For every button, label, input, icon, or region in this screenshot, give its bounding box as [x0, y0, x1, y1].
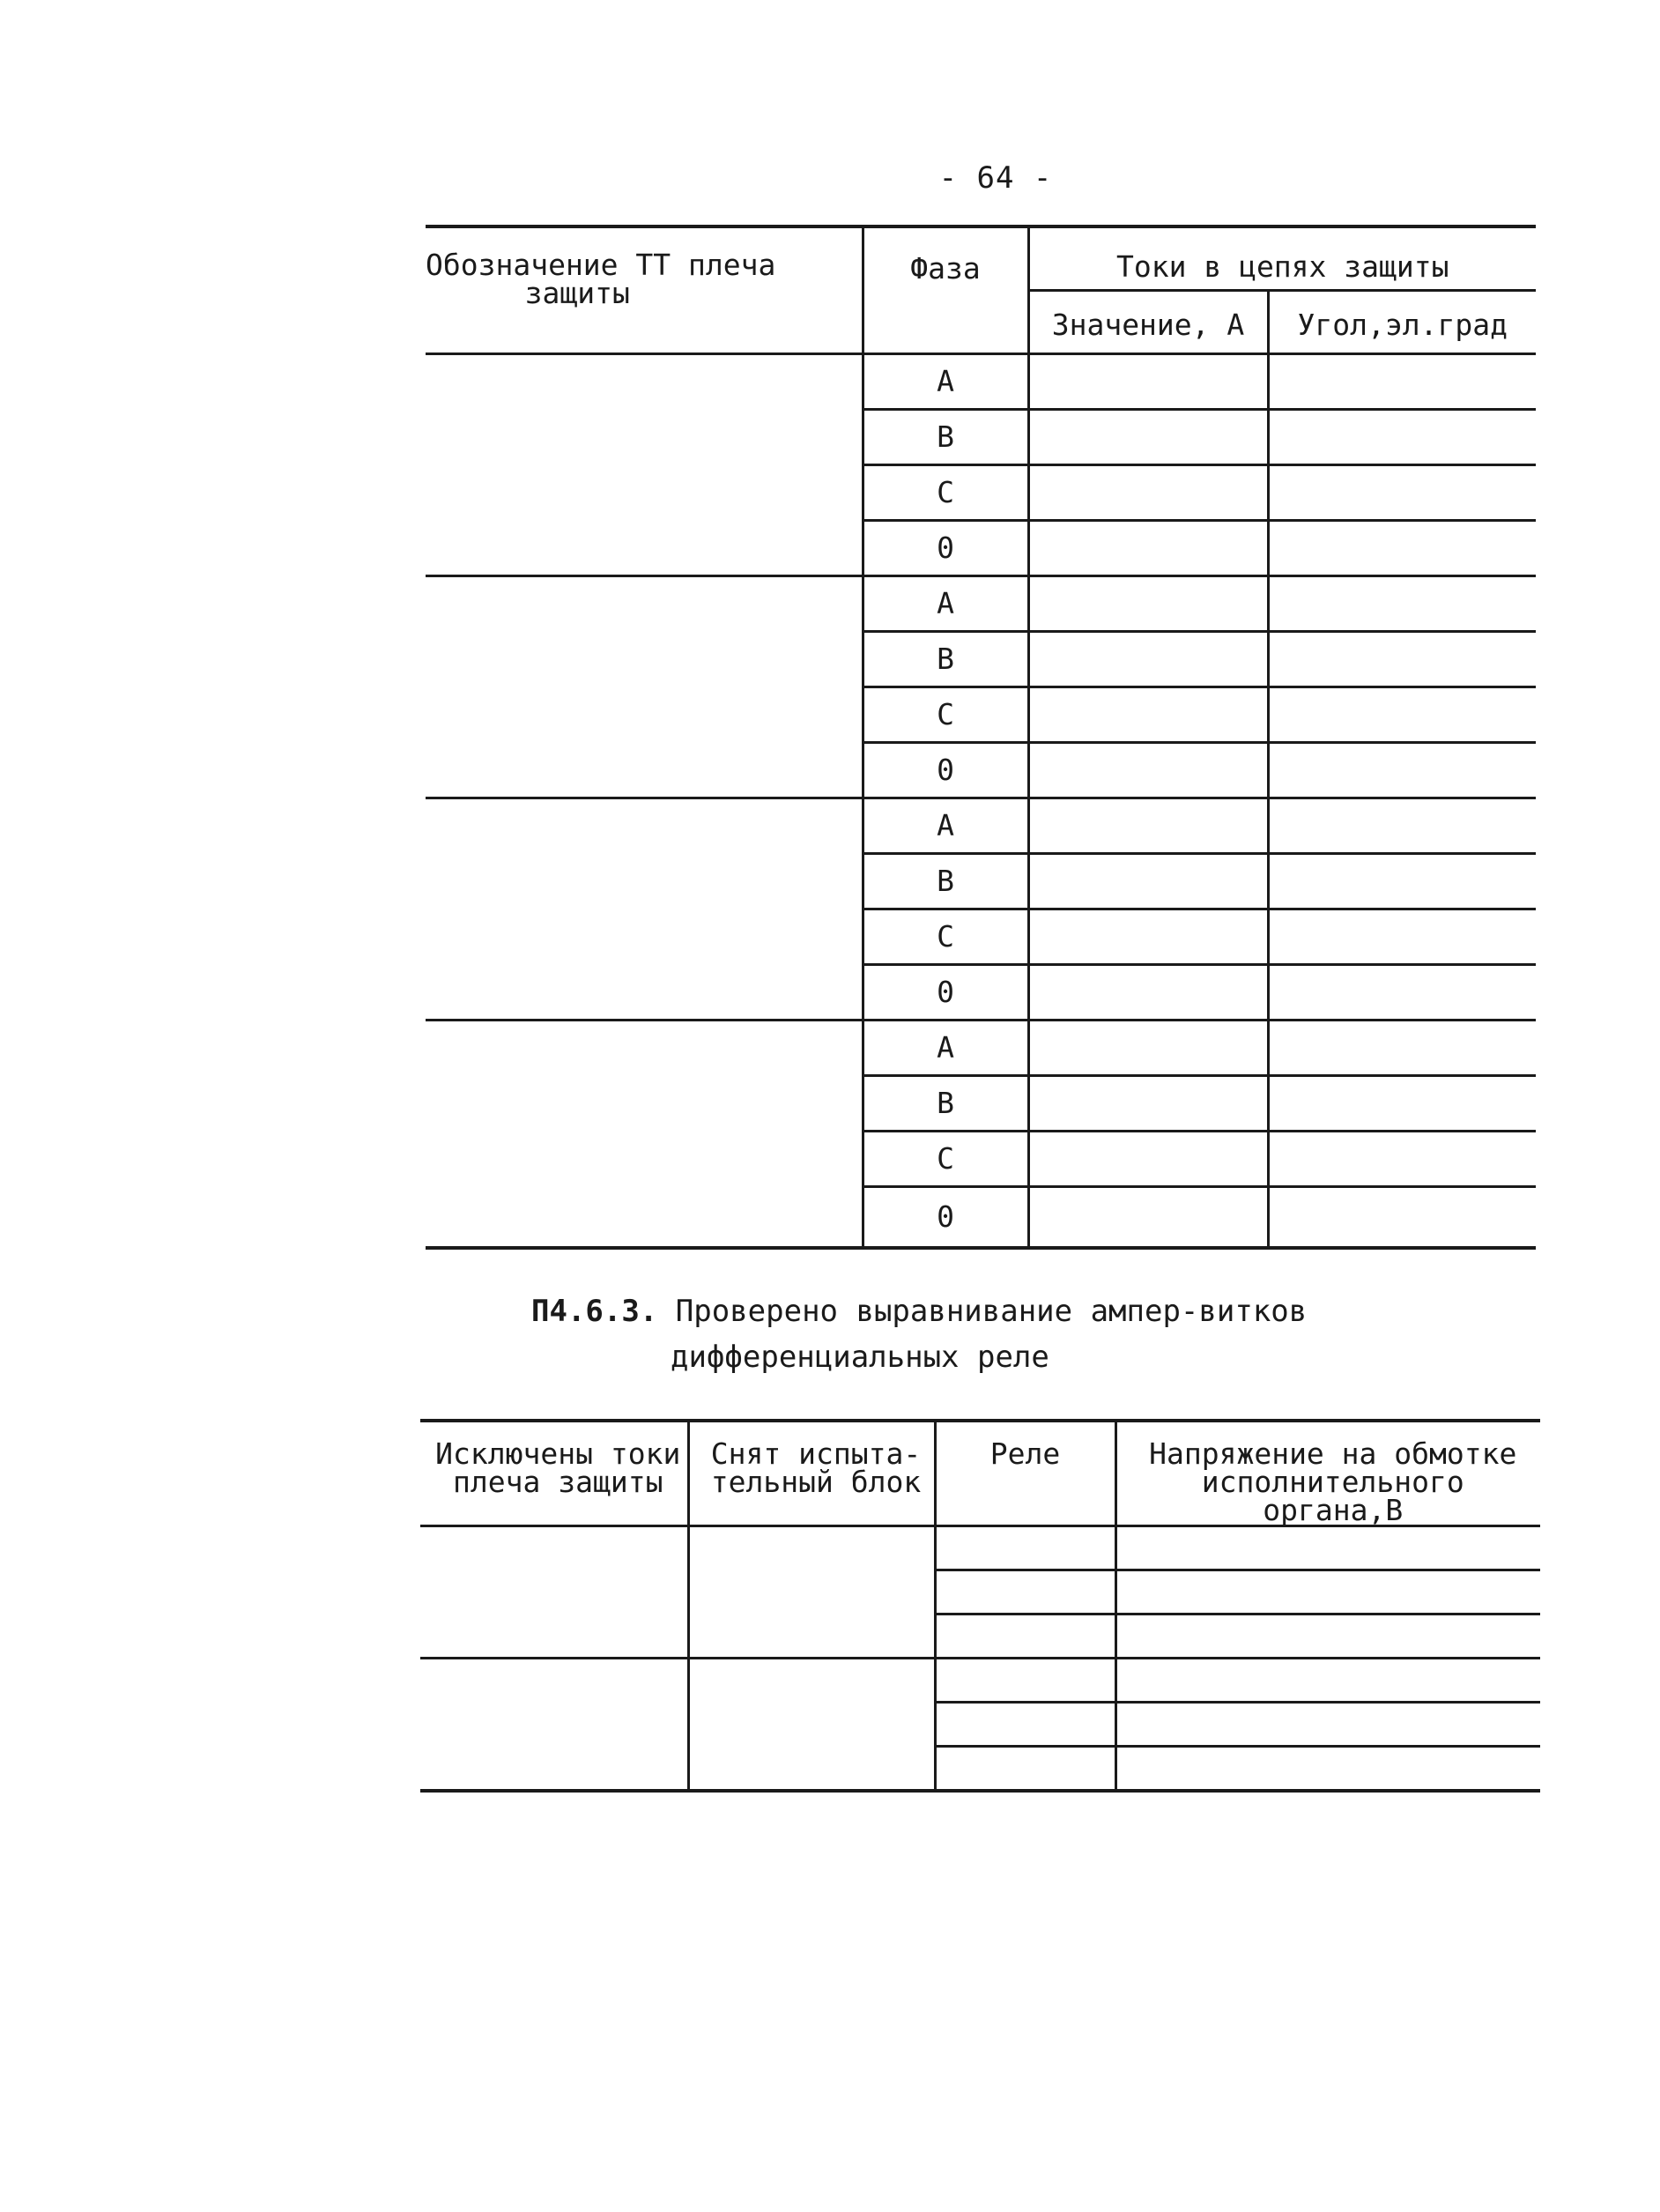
voltage-cell[interactable] [1115, 1659, 1540, 1703]
value-cell[interactable] [1028, 1186, 1268, 1248]
ct-designation-cell[interactable] [426, 798, 863, 1020]
angle-cell[interactable] [1268, 909, 1536, 964]
header-value: Значение, А [1028, 290, 1268, 353]
phase-cell: A [863, 1020, 1028, 1075]
angle-cell[interactable] [1268, 409, 1536, 464]
angle-cell[interactable] [1268, 742, 1536, 798]
section-title-line2: дифференциальных реле [671, 1340, 1049, 1375]
phase-cell: B [863, 853, 1028, 909]
table-row [426, 1020, 1536, 1075]
voltage-cell[interactable] [1115, 1570, 1540, 1614]
phase-cell: 0 [863, 742, 1028, 798]
ct-designation-cell[interactable] [426, 353, 863, 575]
amp-turns-table [420, 1419, 1540, 1793]
voltage-cell[interactable] [1115, 1703, 1540, 1747]
phase-cell: A [863, 353, 1028, 409]
header-test-block-removed: Снят испыта- тельный блок [688, 1421, 935, 1526]
value-cell[interactable] [1028, 575, 1268, 631]
value-cell[interactable] [1028, 353, 1268, 409]
relay-cell[interactable] [935, 1570, 1115, 1614]
voltage-cell[interactable] [1115, 1614, 1540, 1659]
table-row [426, 798, 1536, 853]
value-cell[interactable] [1028, 464, 1268, 520]
value-cell[interactable] [1028, 409, 1268, 464]
angle-cell[interactable] [1268, 631, 1536, 687]
angle-cell[interactable] [1268, 1186, 1536, 1248]
angle-cell[interactable] [1268, 964, 1536, 1020]
angle-cell[interactable] [1268, 464, 1536, 520]
phase-cell: C [863, 909, 1028, 964]
relay-cell[interactable] [935, 1526, 1115, 1570]
section-number: П4.6.3. [531, 1294, 658, 1329]
value-cell[interactable] [1028, 1020, 1268, 1075]
table-row [426, 575, 1536, 631]
value-cell[interactable] [1028, 909, 1268, 964]
ct-designation-cell[interactable] [426, 1020, 863, 1248]
voltage-cell[interactable] [1115, 1747, 1540, 1792]
phase-cell: 0 [863, 520, 1028, 575]
phase-currents-table [426, 225, 1536, 1250]
angle-cell[interactable] [1268, 520, 1536, 575]
relay-cell[interactable] [935, 1747, 1115, 1792]
angle-cell[interactable] [1268, 1075, 1536, 1131]
header-relay: Реле [935, 1421, 1115, 1526]
phase-cell: 0 [863, 964, 1028, 1020]
value-cell[interactable] [1028, 1075, 1268, 1131]
angle-cell[interactable] [1268, 1020, 1536, 1075]
header-protection-currents: Токи в цепях защиты [1028, 226, 1536, 290]
angle-cell[interactable] [1268, 853, 1536, 909]
relay-cell[interactable] [935, 1659, 1115, 1703]
ct-designation-cell[interactable] [426, 575, 863, 798]
excluded-currents-cell[interactable] [420, 1526, 688, 1659]
phase-cell: B [863, 1075, 1028, 1131]
header-angle: Угол,эл.град [1268, 290, 1536, 353]
header-phase: Фаза [863, 226, 1028, 353]
phase-cell: C [863, 464, 1028, 520]
excluded-currents-cell[interactable] [420, 1659, 688, 1792]
header-voltage: Напряжение на обмотке исполнительного органа,В [1115, 1421, 1540, 1526]
phase-cell: 0 [863, 1186, 1028, 1248]
value-cell[interactable] [1028, 742, 1268, 798]
angle-cell[interactable] [1268, 687, 1536, 742]
value-cell[interactable] [1028, 798, 1268, 853]
phase-cell: B [863, 409, 1028, 464]
header-ct-designation: Обозначение ТТ плеча защиты [426, 226, 863, 353]
table-row [426, 353, 1536, 409]
phase-cell: A [863, 575, 1028, 631]
phase-cell: B [863, 631, 1028, 687]
value-cell[interactable] [1028, 853, 1268, 909]
header-excluded-currents: Исключены токи плеча защиты [420, 1421, 688, 1526]
angle-cell[interactable] [1268, 1131, 1536, 1186]
value-cell[interactable] [1028, 687, 1268, 742]
table-row [420, 1526, 1540, 1570]
table-row [420, 1659, 1540, 1703]
value-cell[interactable] [1028, 631, 1268, 687]
section-title-line1: Проверено выравнивание ампер-витков [675, 1294, 1308, 1329]
value-cell[interactable] [1028, 964, 1268, 1020]
phase-cell: C [863, 1131, 1028, 1186]
value-cell[interactable] [1028, 1131, 1268, 1186]
phase-cell: A [863, 798, 1028, 853]
relay-cell[interactable] [935, 1614, 1115, 1659]
value-cell[interactable] [1028, 520, 1268, 575]
angle-cell[interactable] [1268, 575, 1536, 631]
table-header-row [426, 226, 1536, 290]
section-heading [531, 1288, 1307, 1380]
voltage-cell[interactable] [1115, 1526, 1540, 1570]
relay-cell[interactable] [935, 1703, 1115, 1747]
angle-cell[interactable] [1268, 353, 1536, 409]
phase-cell: C [863, 687, 1028, 742]
test-block-cell[interactable] [688, 1526, 935, 1659]
table-header-row [420, 1421, 1540, 1526]
angle-cell[interactable] [1268, 798, 1536, 853]
page-number: - 64 - [938, 160, 1053, 196]
test-block-cell[interactable] [688, 1659, 935, 1792]
